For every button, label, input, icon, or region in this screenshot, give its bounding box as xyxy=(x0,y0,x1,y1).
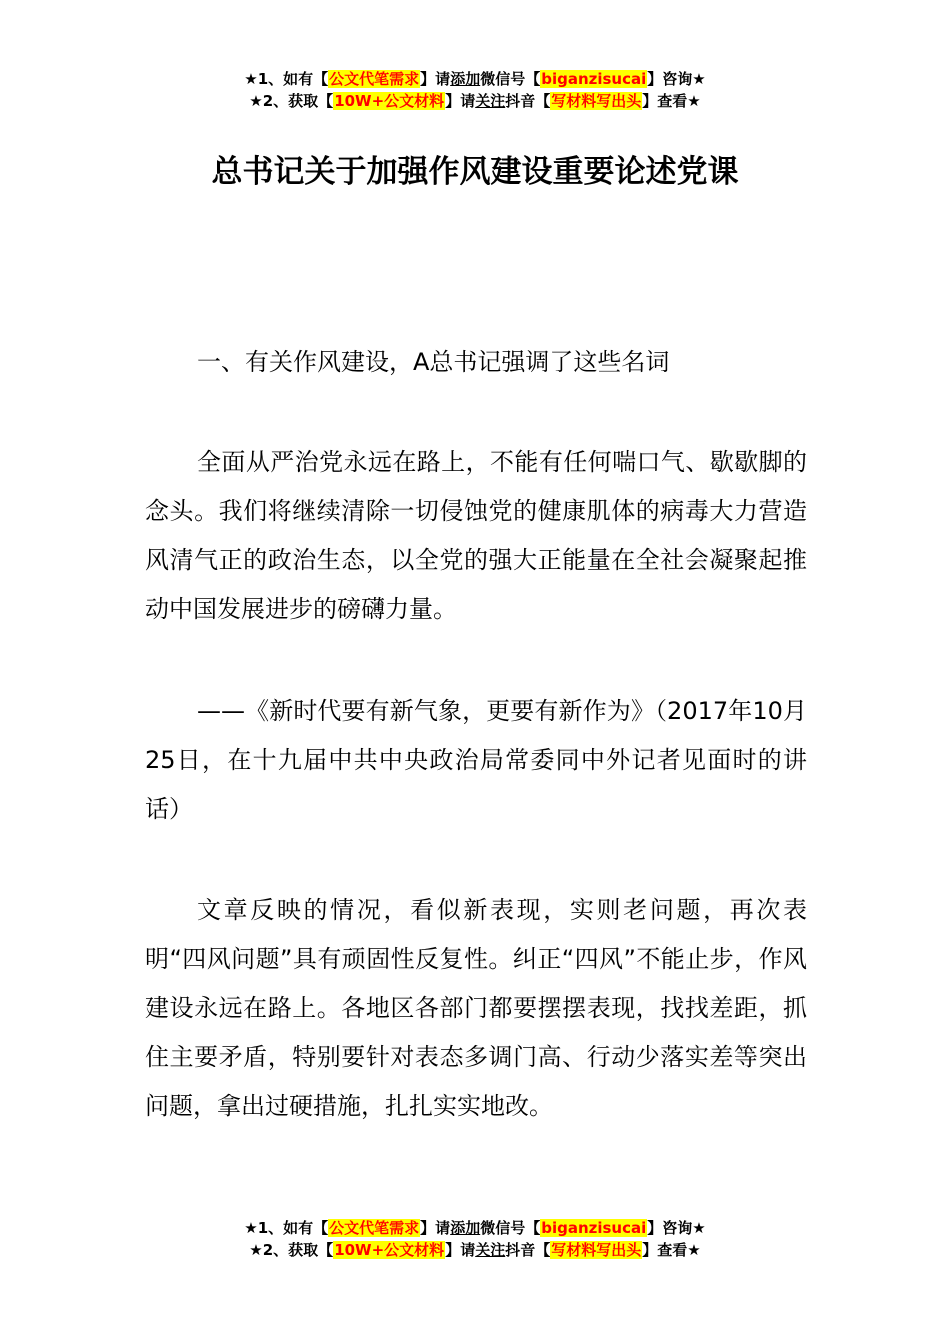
body-paragraph: 文章反映的情况，看似新表现，实则老问题，再次表明“四风问题”具有顽固性反复性。纠正“四风”不能止步，作风建设永远在路上。各地区各部门都要摆摆表现，找找差距，抓住主要矛盾，特别要针对表态多调门高、行动少落实差等突出问题，拿出过硬措施，扎扎实实地改。 xyxy=(145,896,807,1120)
document-title: 总书记关于加强作风建设重要论述党课 xyxy=(211,154,739,190)
body-paragraph: 全面从严治党永远在路上，不能有任何喘口气、歇歇脚的念头。我们将继续清除一切侵蚀党的健康肌体的病毒大力营造风清气正的政治生态，以全党的强大正能量在全社会凝聚起推动中国发展进步的磅礴力量。 xyxy=(145,448,807,623)
promo-line-1: ★1、如有【公文代笔需求】请添加微信号【biganzisucai】咨询★ xyxy=(244,1219,706,1237)
promo-highlight-douyin: 写材料写出头 xyxy=(551,92,642,110)
promo-highlight-materials: 10W+公文材料 xyxy=(334,1241,445,1259)
source-citation: ——《新时代要有新气象，更要有新作为》（2017年10月25日，在十九届中共中央政治局常委同中外记者见面时的讲话） xyxy=(145,697,807,823)
promo-line-2: ★2、获取【10W+公文材料】请关注抖音【写材料写出头】查看★ xyxy=(249,1241,701,1259)
section-heading: 一、有关作风建设，A总书记强调了这些名词 xyxy=(197,348,670,376)
footer-promo-banner xyxy=(0,1217,950,1261)
promo-highlight-wechat-id: biganzisucai xyxy=(541,70,647,88)
promo-highlight-ghostwriting: 公文代笔需求 xyxy=(329,70,420,88)
promo-highlight-ghostwriting: 公文代笔需求 xyxy=(329,1219,420,1237)
header-promo-banner xyxy=(0,68,950,112)
promo-highlight-materials: 10W+公文材料 xyxy=(334,92,445,110)
promo-highlight-douyin: 写材料写出头 xyxy=(551,1241,642,1259)
promo-highlight-wechat-id: biganzisucai xyxy=(541,1219,647,1237)
promo-line-2: ★2、获取【10W+公文材料】请关注抖音【写材料写出头】查看★ xyxy=(249,92,701,110)
promo-line-1: ★1、如有【公文代笔需求】请添加微信号【biganzisucai】咨询★ xyxy=(244,70,706,88)
